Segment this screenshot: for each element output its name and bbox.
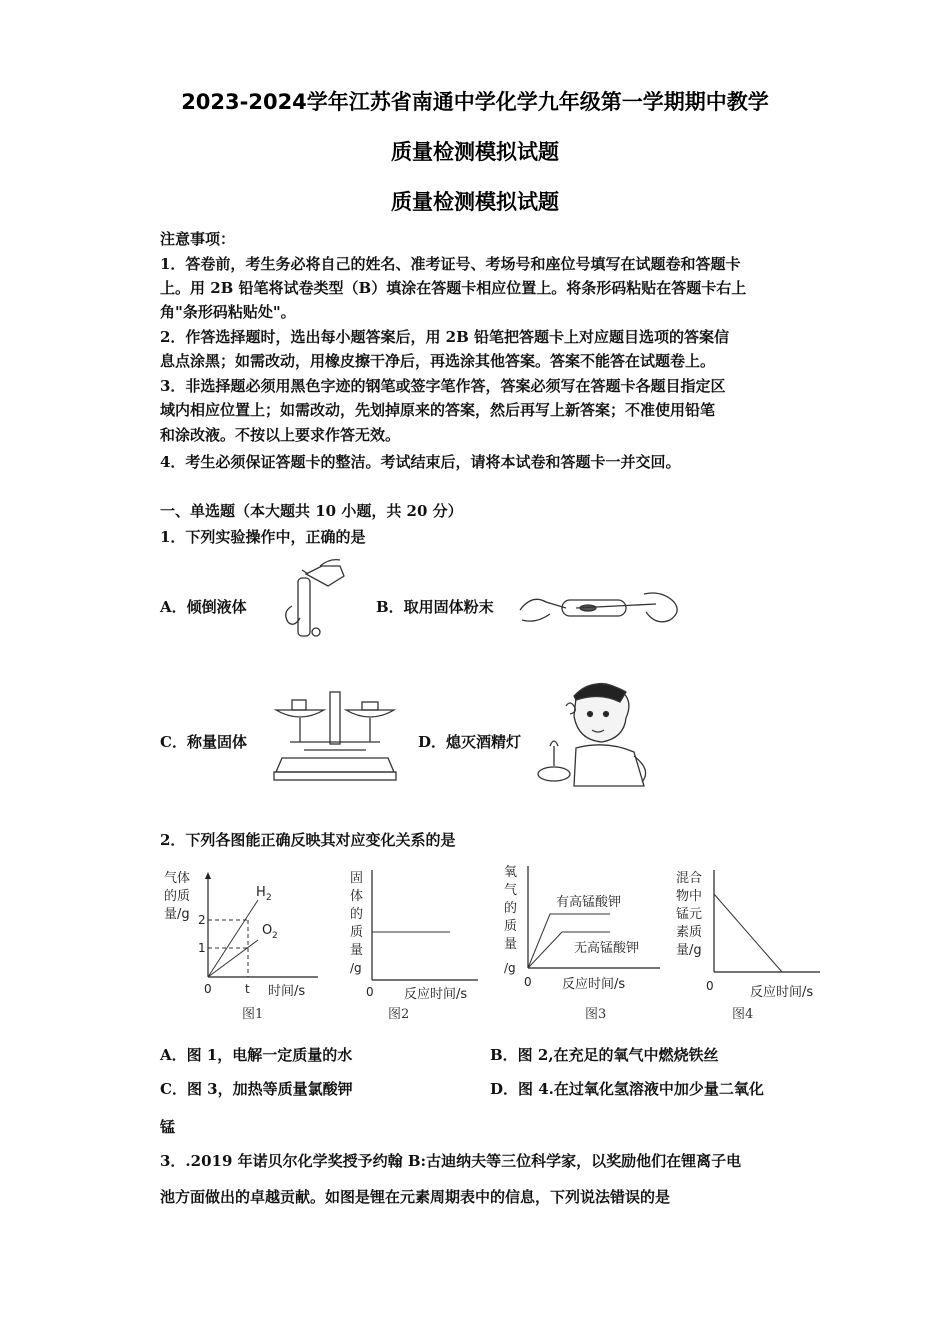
powder-spatula-illustration <box>516 580 686 635</box>
notice-line: 域内相应位置上；如需改动，先划掉原来的答案，然后再写上新答案；不准使用铅笔 <box>160 401 716 419</box>
fig2-origin: 0 <box>366 985 374 999</box>
notice-line: 2．作答选择题时，选出每小题答案后，用 2B 铅笔把答题卡上对应题目选项的答案信 <box>160 328 730 346</box>
notice-line: 3．非选择题必须用黑色字迹的钢笔或签字笔作答，答案必须写在答题卡各题目指定区 <box>160 377 726 395</box>
q3-stem-line1: 3．.2019 年诺贝尔化学奖授予约翰 B:古迪纳夫等三位科学家，以奖励他们在锂离子电 <box>160 1152 742 1170</box>
q2-option-a: A．图 1，电解一定质量的水 <box>160 1046 353 1064</box>
notice-line: 4．考生必须保证答题卡的整洁。考试结束后，请将本试卷和答题卡一并交回。 <box>160 453 681 471</box>
q1-option-c: C．称量固体 <box>160 733 247 751</box>
q2-option-d: D．图 4.在过氧化氢溶液中加少量二氧化 <box>490 1080 764 1098</box>
section-heading: 一、单选题（本大题共 10 小题，共 20 分） <box>160 502 463 520</box>
fig1-h2-line <box>208 900 258 977</box>
fig1-ylabel-3: 量/g <box>164 907 190 922</box>
fig1-t-tick: t <box>245 982 250 996</box>
fig2-ylabel-4: 质 <box>350 925 364 940</box>
fig2-xlabel: 反应时间/s <box>404 987 468 1002</box>
fig1-origin: 0 <box>204 982 212 996</box>
q2-figure-3 <box>500 862 660 1022</box>
q2-option-c: C．图 3，加热等质量氯酸钾 <box>160 1080 353 1098</box>
notice-line: 角"条形码粘贴处"。 <box>160 303 296 321</box>
fig2-ylabel-3: 的 <box>350 907 364 922</box>
fig1-h2-sub: 2 <box>266 893 272 903</box>
fig3-ylabel-1: 氧 <box>504 865 518 880</box>
fig1-o2-line <box>208 940 258 977</box>
fig1-tick-1: 1 <box>198 941 206 955</box>
fig4-caption: 图4 <box>732 1007 754 1022</box>
pouring-liquid-illustration <box>272 556 352 646</box>
fig3-ylabel-4: 质 <box>504 919 518 934</box>
fig4-ylabel-5: 量/g <box>676 943 702 958</box>
fig1-y-arrow <box>205 872 211 879</box>
fig4-line <box>714 894 782 972</box>
fig3-ylabel-6: /g <box>504 961 516 975</box>
fig3-caption: 图3 <box>585 1007 607 1022</box>
notice-line: 息点涂黑；如需改动，用橡皮擦干净后，再选涂其他答案。答案不能答在试题卷上。 <box>160 352 716 370</box>
q2-stem: 2．下列各图能正确反映其对应变化关系的是 <box>160 831 456 849</box>
fig4-ylabel-1: 混合 <box>676 871 703 886</box>
fig2-ylabel-1: 固 <box>350 871 364 886</box>
exam-title-line2: 质量检测模拟试题 <box>391 140 559 164</box>
fig1-o2-sub: 2 <box>272 931 278 941</box>
fig1-ylabel-2: 的质 <box>164 889 191 904</box>
fig3-ylabel-2: 气 <box>504 883 518 898</box>
fig1-xlabel: 时间/s <box>268 984 306 999</box>
fig3-xlabel: 反应时间/s <box>562 977 626 992</box>
fig2-caption: 图2 <box>388 1007 410 1022</box>
exam-title-line1: 2023-2024学年江苏省南通中学化学九年级第一学期期中教学 <box>181 90 769 114</box>
fig3-label-without: 无高锰酸钾 <box>574 941 640 956</box>
fig2-ylabel-6: /g <box>350 961 362 975</box>
fig3-ylabel-3: 的 <box>504 901 518 916</box>
fig4-ylabel-3: 锰元 <box>676 907 703 922</box>
alcohol-lamp-boy-illustration <box>536 676 666 791</box>
q1-option-a: A．倾倒液体 <box>160 598 247 616</box>
q2-option-d-continued: 锰 <box>160 1118 176 1136</box>
fig1-h2-label: H <box>256 885 266 900</box>
fig1-ylabel-1: 气体 <box>164 871 191 886</box>
fig1-tick-2: 2 <box>198 913 206 927</box>
notice-heading: 注意事项： <box>160 230 236 248</box>
q1-option-d: D．熄灭酒精灯 <box>418 733 522 751</box>
fig4-origin: 0 <box>706 979 714 993</box>
q2-option-b: B．图 2,在充足的氧气中燃烧铁丝 <box>490 1046 719 1064</box>
q1-option-b: B．取用固体粉末 <box>376 598 494 616</box>
fig4-xlabel: 反应时间/s <box>750 985 814 1000</box>
balance-scale-illustration <box>270 688 400 783</box>
fig2-ylabel-5: 量 <box>350 943 364 958</box>
q1-stem: 1．下列实验操作中，正确的是 <box>160 528 366 546</box>
exam-title-line3: 质量检测模拟试题 <box>391 190 559 214</box>
q3-stem-line2: 池方面做出的卓越贡献。如图是锂在元素周期表中的信息，下列说法错误的是 <box>160 1188 671 1206</box>
fig3-origin: 0 <box>524 975 532 989</box>
notice-line: 上。用 2B 铅笔将试卷类型（B）填涂在答题卡相应位置上。将条形码粘贴在答题卡右上 <box>160 279 747 297</box>
fig2-ylabel-2: 体 <box>350 889 364 904</box>
fig3-label-with: 有高锰酸钾 <box>556 895 622 910</box>
q2-figure-1 <box>158 862 318 1022</box>
fig4-ylabel-4: 素质 <box>676 925 703 940</box>
fig1-o2-label: O <box>262 923 273 938</box>
q2-figure-4 <box>674 862 824 1022</box>
fig3-ylabel-5: 量 <box>504 937 518 952</box>
q2-figure-2 <box>340 862 480 1022</box>
notice-line: 1．答卷前，考生务必将自己的姓名、准考证号、考场号和座位号填写在试题卷和答题卡 <box>160 255 741 273</box>
fig4-ylabel-2: 物中 <box>676 889 703 904</box>
notice-line: 和涂改液。不按以上要求作答无效。 <box>160 426 401 444</box>
fig1-caption: 图1 <box>242 1007 264 1022</box>
